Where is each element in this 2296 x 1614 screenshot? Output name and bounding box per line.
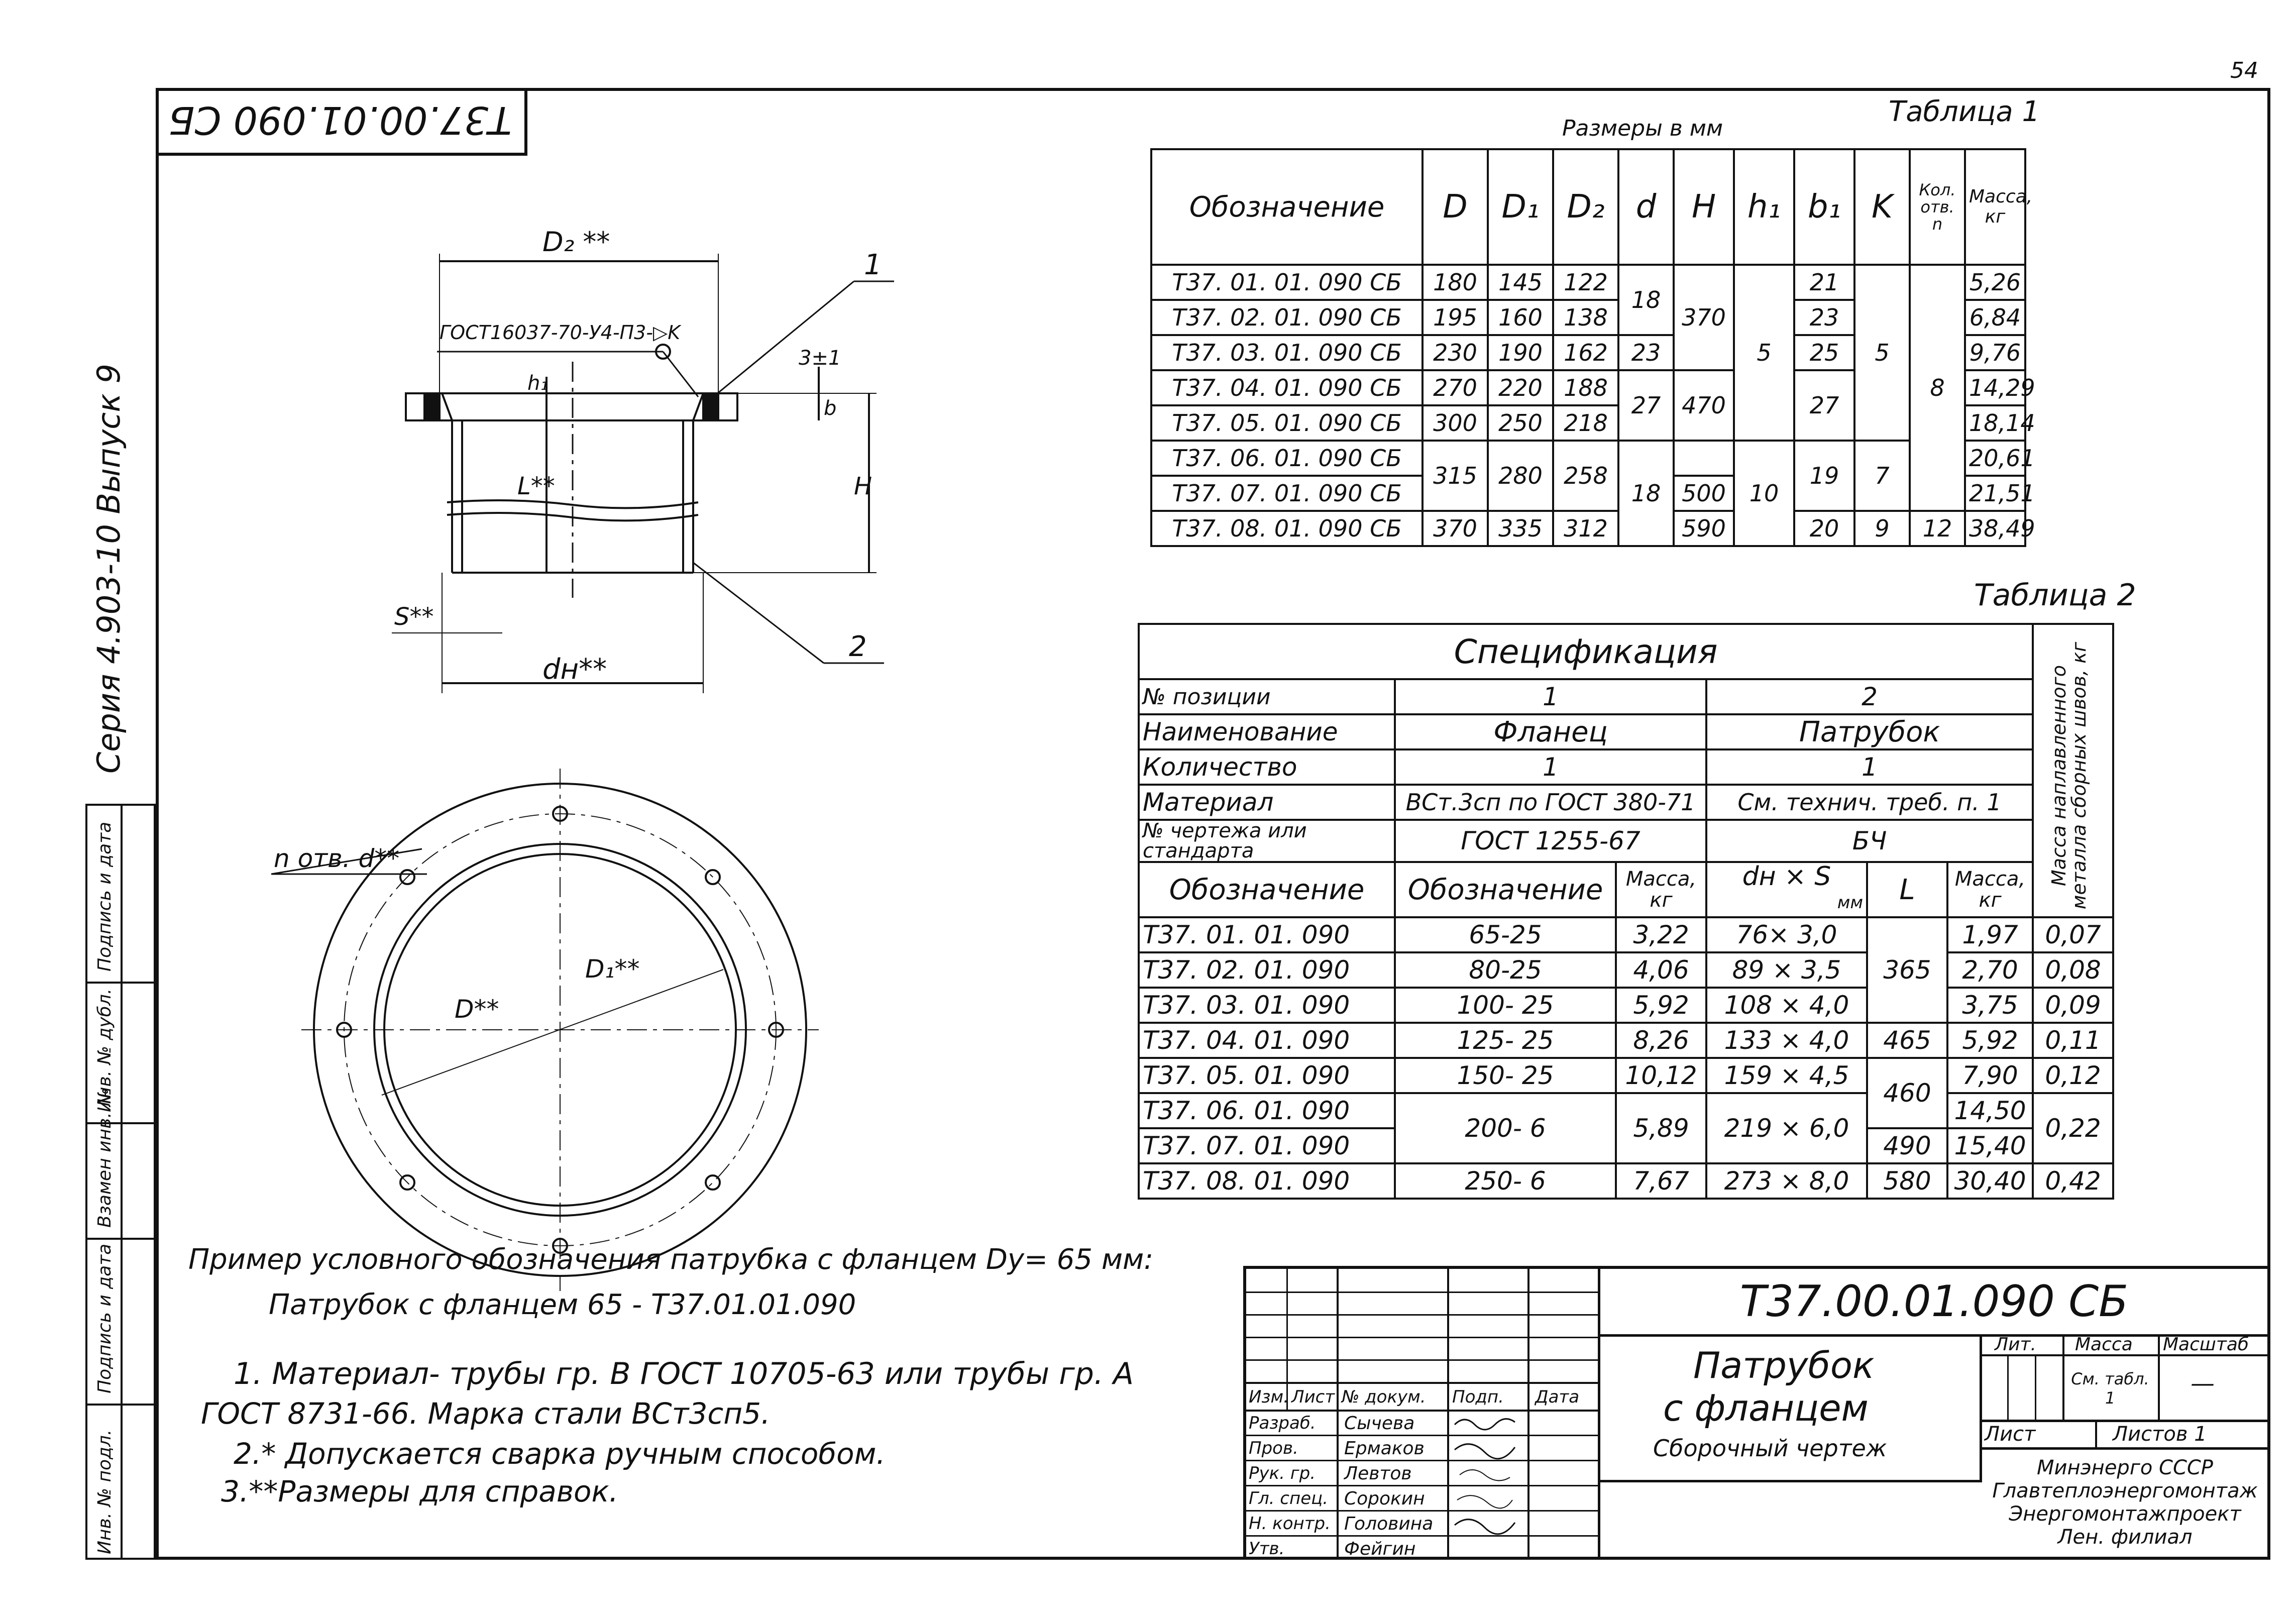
t2-L-8: 580 [1867,1163,1947,1199]
t2-row3-pipe: 108 × 4,0 [1706,988,1867,1023]
t2-row8-weld: 0,42 [2033,1163,2113,1199]
t2-row8-flange: 250- 6 [1395,1163,1616,1199]
t1-row1-D2: 122 [1553,265,1618,300]
t2-row8-mass2: 30,40 [1947,1163,2033,1199]
note-3: 3.**Размеры для справок. [221,1474,618,1509]
t2-mat1: ВСт.3сп по ГОСТ 380-71 [1395,785,1706,820]
t1-head-H: H [1674,149,1734,265]
t1-D1-67: 280 [1488,441,1553,511]
note-1a: 1. Материал- трубы гр. В ГОСТ 10705-63 или трубы гр. А [234,1356,1134,1391]
t2-row6-mass2: 14,50 [1947,1093,2033,1128]
flange-hatch-left [424,393,440,420]
t2-qty2: 1 [1706,749,2033,785]
t2-row3-code: Т37. 03. 01. 090 [1139,988,1395,1023]
table1 [1150,148,2035,547]
side-field-3: Взамен инв. № [94,1088,115,1228]
t1-row7-code: Т37. 07. 01. 090 СБ [1151,476,1423,511]
t1-head-designation: Обозначение [1151,149,1423,265]
t2-row3-weld: 0,09 [2033,988,2113,1023]
tb-name-1: Патрубок [1693,1344,1875,1386]
t2-row2-flange: 80-25 [1395,952,1616,988]
t1-d-3: 23 [1618,335,1674,370]
tb-head-izm: Изм. [1249,1387,1289,1407]
tb-person-2: Ермаков [1344,1438,1425,1459]
t1-D2-67: 258 [1553,441,1618,511]
t1-row5-D1: 250 [1488,405,1553,441]
dim-dn-label: dн** [542,653,607,686]
t1-row2-code: Т37. 02. 01. 090 СБ [1151,300,1423,335]
t1-D-67: 315 [1423,441,1488,511]
tb-role-1: Разраб. [1249,1413,1316,1433]
tb-org-1: Минэнерго СССР [2037,1456,2213,1479]
t1-row5-mass: 18,14 [1965,405,2025,441]
t2-row3-mass2: 3,75 [1947,988,2033,1023]
t1-row1-D1: 145 [1488,265,1553,300]
t1-row5-code: Т37. 05. 01. 090 СБ [1151,405,1423,441]
t2-row3-mass1: 5,92 [1616,988,1706,1023]
t2-row5-mass2: 7,90 [1947,1058,2033,1093]
note-2: 2.* Допускается сварка ручным способом. [234,1437,886,1471]
t1-head-h1: h₁ [1734,149,1794,265]
t1-H-45: 470 [1674,370,1734,441]
weld-gost-label: ГОСТ16037-70-У4-П3-▷K [440,321,681,344]
tb-head-sign: Подп. [1452,1387,1504,1407]
tb-scale-val: — [2191,1369,2215,1397]
tb-sheet: Лист [1985,1423,2036,1446]
t1-H-6 [1674,441,1734,476]
dim-H-label: H [854,472,872,500]
t1-row7-mass: 21,51 [1965,476,2025,511]
t2-label-pos: № позиции [1139,679,1395,714]
dim-S-label: S** [394,603,434,631]
t1-head-K: K [1854,149,1910,265]
t2-L-123: 365 [1867,917,1947,1023]
t2-row4-weld: 0,11 [2033,1023,2113,1058]
t2-row6-code: Т37. 06. 01. 090 [1139,1093,1395,1128]
note-1b: ГОСТ 8731-66. Марка стали ВСт3сп5. [201,1396,771,1431]
t1-row8-D: 370 [1423,511,1488,546]
t2-row5-mass1: 10,12 [1616,1058,1706,1093]
t2-qty1: 1 [1395,749,1706,785]
t2-row8-code: Т37. 08. 01. 090 [1139,1163,1395,1199]
t2-pos1: 1 [1395,679,1706,714]
t1-head-D1: D₁ [1488,149,1553,265]
t1-K-67: 7 [1854,441,1910,511]
dim-D2-label: D₂ ** [542,226,610,258]
tb-org-2: Главтеплоэнергомонтаж [1992,1479,2258,1502]
t1-row8-mass: 38,49 [1965,511,2025,546]
table2-title: Таблица 2 [1974,578,2136,613]
t2-weld-67: 0,22 [2033,1093,2113,1163]
t2-std2: БЧ [1706,820,2033,862]
tb-lit: Лит. [1995,1334,2036,1355]
flange-hatch-right [703,393,718,420]
tb-mass: Масса [2075,1334,2133,1355]
t2-row1-pipe: 76× 3,0 [1706,917,1867,952]
t1-row3-D1: 190 [1488,335,1553,370]
t1-row4-mass: 14,29 [1965,370,2025,405]
t1-row4-D2: 188 [1553,370,1618,405]
t1-row6-mass: 20,61 [1965,441,2025,476]
side-field-4: Подпись и дата [94,1243,115,1393]
t1-row1-mass: 5,26 [1965,265,2025,300]
t2-L-7: 490 [1867,1128,1947,1163]
t2-row1-mass1: 3,22 [1616,917,1706,952]
tb-mass-val: См. табл. 1 [2071,1369,2149,1408]
side-field-5: Инв. № подл. [94,1429,115,1554]
dim-h1-label: h₁ [527,372,549,395]
t2-row3-flange: 100- 25 [1395,988,1616,1023]
series-label: Серия 4.903-10 Выпуск 9 [90,364,127,774]
t2-row2-weld: 0,08 [2033,952,2113,988]
t2-label-qty: Количество [1139,749,1395,785]
t1-row6-code: Т37. 06. 01. 090 СБ [1151,441,1423,476]
t1-H-123: 370 [1674,265,1734,370]
dim-b-label: b [824,397,837,420]
t2-row2-mass1: 4,06 [1616,952,1706,988]
dim-L-label: L** [517,472,555,500]
tb-org-3: Энергомонтажпроект [2009,1502,2241,1526]
t2-sub-dnS: dн × S мм [1706,862,1867,917]
t2-row5-weld: 0,12 [2033,1058,2113,1093]
t2-row4-mass1: 8,26 [1616,1023,1706,1058]
dim-D-label: D** [455,995,499,1024]
t1-K-8: 9 [1854,511,1910,546]
t2-pos2: 2 [1706,679,2033,714]
t2-label-std: № чертежа или стандарта [1139,820,1395,862]
t1-b1-1: 21 [1794,265,1854,300]
t1-row3-D2: 162 [1553,335,1618,370]
tb-role-6: Утв. [1249,1539,1285,1559]
leader-2-label: 2 [849,630,867,663]
dim-D1-label: D₁** [585,954,640,984]
t1-n-8: 12 [1910,511,1965,546]
t1-row3-code: Т37. 03. 01. 090 СБ [1151,335,1423,370]
t2-weld-header: Масса наплавленного металла сборных швов, кг [2033,624,2113,917]
t2-row1-mass2: 1,97 [1947,917,2033,952]
t2-row4-pipe: 133 × 4,0 [1706,1023,1867,1058]
t1-d-678: 18 [1618,441,1674,546]
t1-row8-code: Т37. 08. 01. 090 СБ [1151,511,1423,546]
tb-person-5: Головина [1344,1514,1434,1534]
dim-3-label: 3±1 [799,347,841,370]
t1-b1-45: 27 [1794,370,1854,441]
t1-head-n: Кол. отв. n [1910,149,1965,265]
t1-d-45: 27 [1618,370,1674,441]
t2-sub-designation: Обозначение [1139,862,1395,917]
tb-sheets: Листов 1 [2113,1423,2207,1446]
t1-row3-mass: 9,76 [1965,335,2025,370]
t2-row8-mass1: 7,67 [1616,1163,1706,1199]
page-number: 54 [2230,58,2258,83]
t2-row8-pipe: 273 × 8,0 [1706,1163,1867,1199]
tb-scale: Масштаб [2163,1334,2249,1355]
side-field-2: Инв. № дубл. [94,988,115,1112]
t1-head-mass: Масса, кг [1965,149,2025,265]
t2-pipe-67: 219 × 6,0 [1706,1093,1867,1163]
t1-H-7: 500 [1674,476,1734,511]
t2-row5-flange: 150- 25 [1395,1058,1616,1093]
tb-head-list: Лист [1291,1387,1335,1407]
table1-title: Таблица 1 [1889,95,2040,128]
t1-row4-D: 270 [1423,370,1488,405]
tb-person-6: Фейгин [1344,1539,1416,1559]
t1-H-8: 590 [1674,511,1734,546]
t1-h1-1to5: 5 [1734,265,1794,441]
tb-role-2: Пров. [1249,1438,1298,1458]
tb-role-5: Н. контр. [1249,1514,1331,1534]
t1-head-b1: b₁ [1794,149,1854,265]
t2-label-name: Наименование [1139,714,1395,749]
t2-row4-mass2: 5,92 [1947,1023,2033,1058]
t1-b1-2: 23 [1794,300,1854,335]
t1-head-D2: D₂ [1553,149,1618,265]
tb-head-doc: № докум. [1342,1387,1426,1407]
t2-row2-code: Т37. 02. 01. 090 [1139,952,1395,988]
t1-row2-D2: 138 [1553,300,1618,335]
t2-sub-designation2: Обозначение [1395,862,1616,917]
t2-L-56: 460 [1867,1058,1947,1128]
t2-row4-flange: 125- 25 [1395,1023,1616,1058]
tb-head-date: Дата [1535,1387,1580,1407]
t1-b1-67: 19 [1794,441,1854,511]
t1-h1-6to8: 10 [1734,441,1794,546]
t1-d-12: 18 [1618,265,1674,335]
flange-section [406,393,737,420]
tb-org-4: Лен. филиал [2057,1526,2193,1549]
t1-row8-D2: 312 [1553,511,1618,546]
tb-name-2: с фланцем [1663,1387,1869,1429]
t2-row1-flange: 65-25 [1395,917,1616,952]
t2-row7-mass2: 15,40 [1947,1128,2033,1163]
t1-K-1to5: 5 [1854,265,1910,441]
t2-mat2: См. технич. треб. п. 1 [1706,785,2033,820]
tb-person-1: Сычева [1344,1413,1415,1434]
t1-row1-code: Т37. 01. 01. 090 СБ [1151,265,1423,300]
tb-person-3: Левтов [1344,1463,1412,1484]
t2-mass-67: 5,89 [1616,1093,1706,1163]
t1-row8-D1: 335 [1488,511,1553,546]
t1-row2-mass: 6,84 [1965,300,2025,335]
stamp-code: Т37.00.01.090 СБ [168,98,512,143]
t1-head-d: d [1618,149,1674,265]
t2-row2-mass2: 2,70 [1947,952,2033,988]
t1-row2-D: 195 [1423,300,1488,335]
t1-row5-D: 300 [1423,405,1488,441]
title-block [1243,1266,2270,1560]
t2-flange-67: 200- 6 [1395,1093,1616,1163]
t1-row3-D: 230 [1423,335,1488,370]
t2-std1: ГОСТ 1255-67 [1395,820,1706,862]
t1-row4-D1: 220 [1488,370,1553,405]
t2-name1: Фланец [1395,714,1706,749]
tb-role-4: Гл. спец. [1249,1488,1329,1509]
t1-row4-code: Т37. 04. 01. 090 СБ [1151,370,1423,405]
note-example-1: Пример условного обозначения патрубка с фланцем Dу= 65 мм: [188,1243,1154,1276]
t2-spec-title: Спецификация [1139,624,2033,679]
tb-code: Т37.00.01.090 СБ [1739,1276,2129,1327]
t2-label-material: Материал [1139,785,1395,820]
t2-row5-pipe: 159 × 4,5 [1706,1058,1867,1093]
t1-n-1to7: 8 [1910,265,1965,511]
note-example-2: Патрубок с фланцем 65 - Т37.01.01.090 [269,1288,856,1321]
t2-row1-code: Т37. 01. 01. 090 [1139,917,1395,952]
t2-row2-pipe: 89 × 3,5 [1706,952,1867,988]
signatures [1450,1410,1525,1560]
t2-sub-mass1: Масса, кг [1616,862,1706,917]
t1-b1-8: 20 [1794,511,1854,546]
t2-row5-code: Т37. 05. 01. 090 [1139,1058,1395,1093]
t2-L-4: 465 [1867,1023,1947,1058]
table1-units: Размеры в мм [1562,116,1723,141]
t2-sub-L: L [1867,862,1947,917]
t1-row2-D1: 160 [1488,300,1553,335]
t2-sub-mass2: Масса, кг [1947,862,2033,917]
tb-role-3: Рук. гр. [1249,1463,1316,1483]
t1-head-D: D [1423,149,1488,265]
tb-doc-type: Сборочный чертеж [1653,1435,1887,1462]
t1-row1-D: 180 [1423,265,1488,300]
table2 [1138,623,2114,1200]
tb-person-4: Сорокин [1344,1488,1425,1509]
holes-label: n отв. d** [274,844,400,873]
t2-row7-code: Т37. 07. 01. 090 [1139,1128,1395,1163]
leader-1-label: 1 [864,249,882,281]
t1-row5-D2: 218 [1553,405,1618,441]
side-field-1: Подпись и дата [94,821,115,972]
t2-row4-code: Т37. 04. 01. 090 [1139,1023,1395,1058]
t2-row1-weld: 0,07 [2033,917,2113,952]
t2-name2: Патрубок [1706,714,2033,749]
t1-b1-3: 25 [1794,335,1854,370]
